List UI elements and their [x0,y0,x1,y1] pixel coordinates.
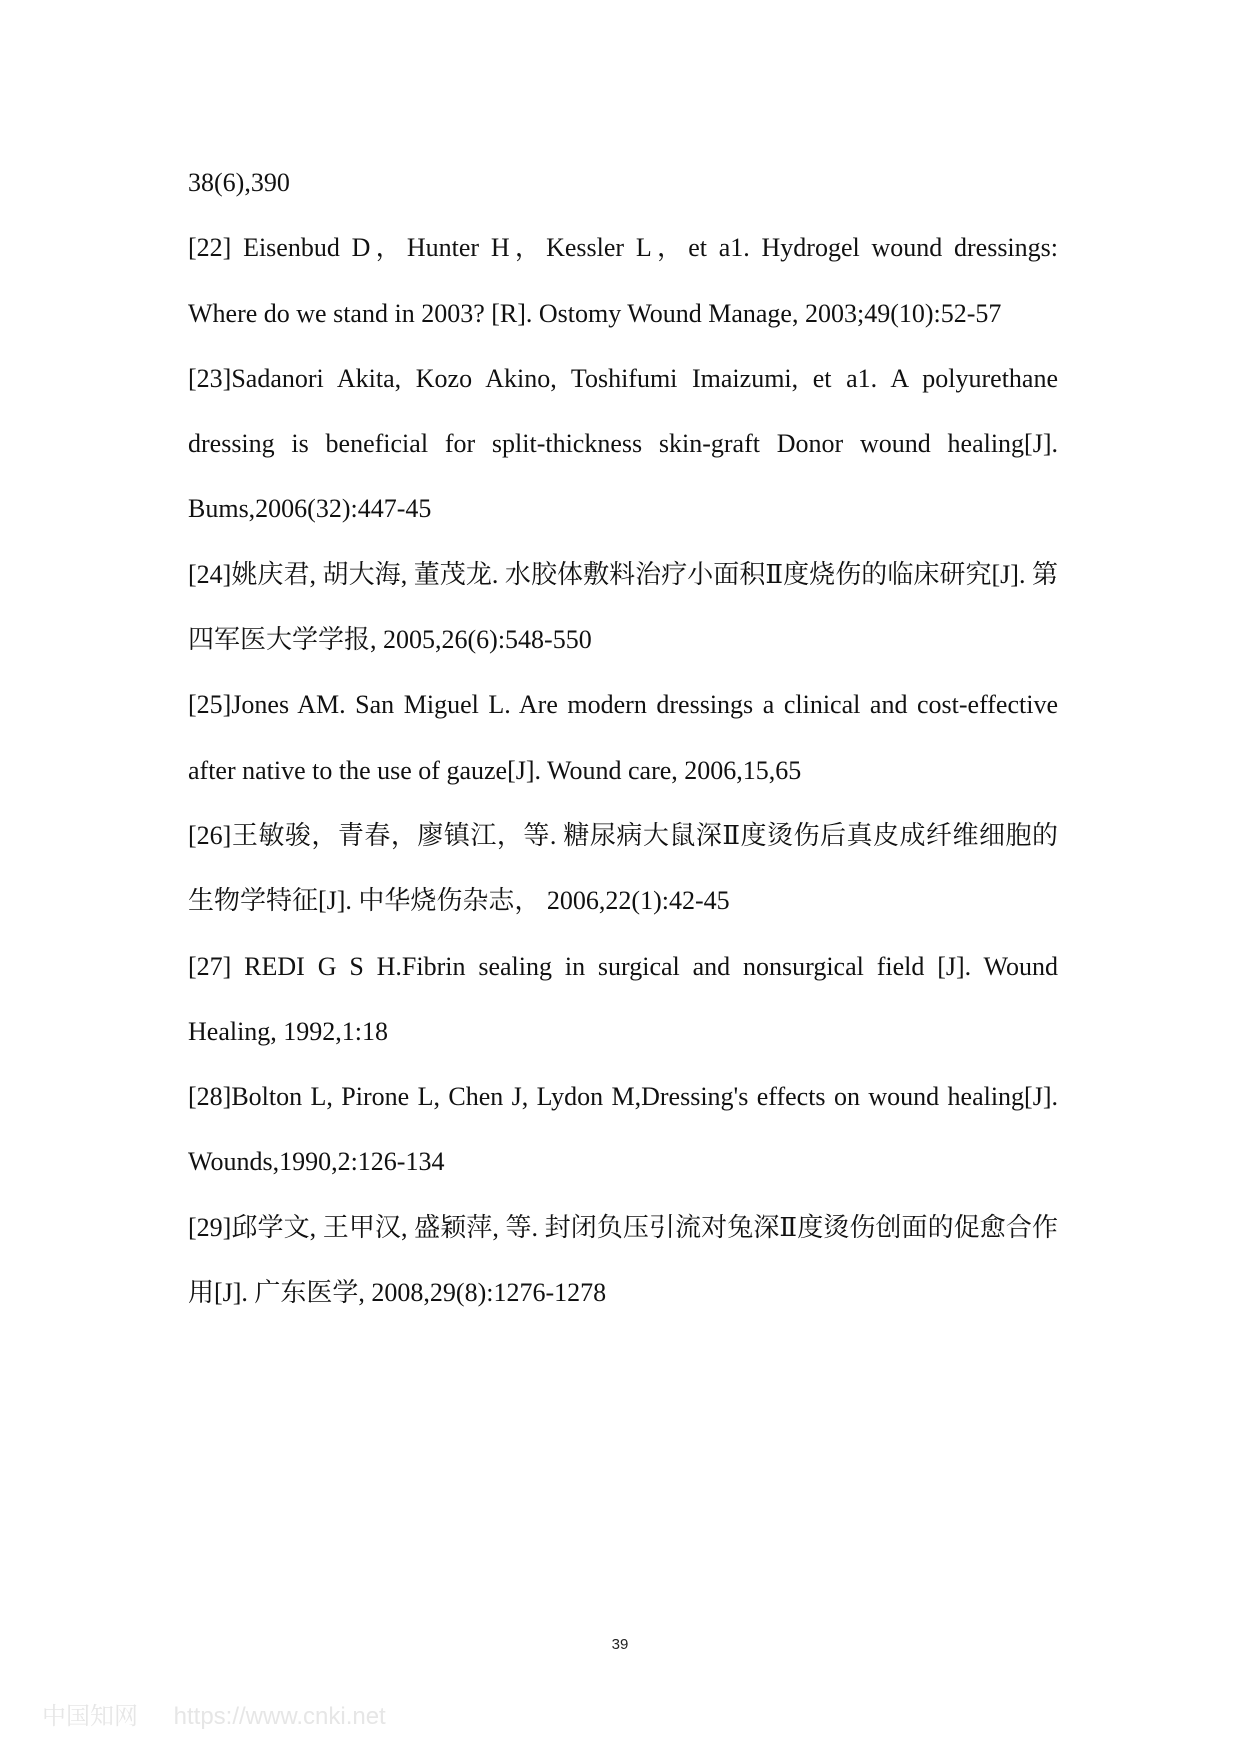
watermark-brand: 中国知网 [42,1702,138,1730]
reference-22: [22] Eisenbud D，Hunter H，Kessler L，et a1. Hydrogel wound dressings: Where do we stand in 2003? [R]. Ostomy Wound Manage, 2003;49(10):52-57 [188,233,1058,328]
reference-26: [26]王敏骏，青春，廖镇江，等. 糖尿病大鼠深Ⅱ度烫伤后真皮成纤维细胞的生物学特征[J]. 中华烧伤杂志， 2006,22(1):42-45 [188,820,1058,916]
reference-25: [25]Jones AM. San Miguel L. Are modern dressings a clinical and cost-effective after native to the use of gauze[J]. Wound care, 2006,15,65 [188,690,1058,785]
cnki-watermark [42,1696,386,1731]
reference-continuation: 38(6),390 [188,168,290,197]
watermark-url: https://www.cnki.net [173,1703,386,1730]
reference-28: [28]Bolton L, Pirone L, Chen J, Lydon M,Dressing's effects on wound healing[J]. Wounds,1990,2:126-134 [188,1082,1058,1177]
reference-24: [24]姚庆君, 胡大海, 董茂龙. 水胶体敷料治疗小面积Ⅱ度烧伤的临床研究[J]. 第四军医大学学报, 2005,26(6):548-550 [188,559,1058,655]
reference-29: [29]邱学文, 王甲汉, 盛颖萍, 等. 封闭负压引流对兔深Ⅱ度烫伤创面的促愈合作用[J]. 广东医学, 2008,29(8):1276-1278 [188,1212,1058,1308]
reference-23: [23]Sadanori Akita, Kozo Akino, Toshifumi Imaizumi, et a1. A polyurethane dressing is beneficial for split-thickness skin-graft Donor wound healing[J]. Bums,2006(32):447-45 [188,363,1058,524]
page-number: 39 [611,1636,629,1653]
reference-list [188,150,1058,1325]
reference-27: [27] REDI G S H.Fibrin sealing in surgical and nonsurgical field [J]. Wound Healing, 1992,1:18 [188,951,1058,1046]
